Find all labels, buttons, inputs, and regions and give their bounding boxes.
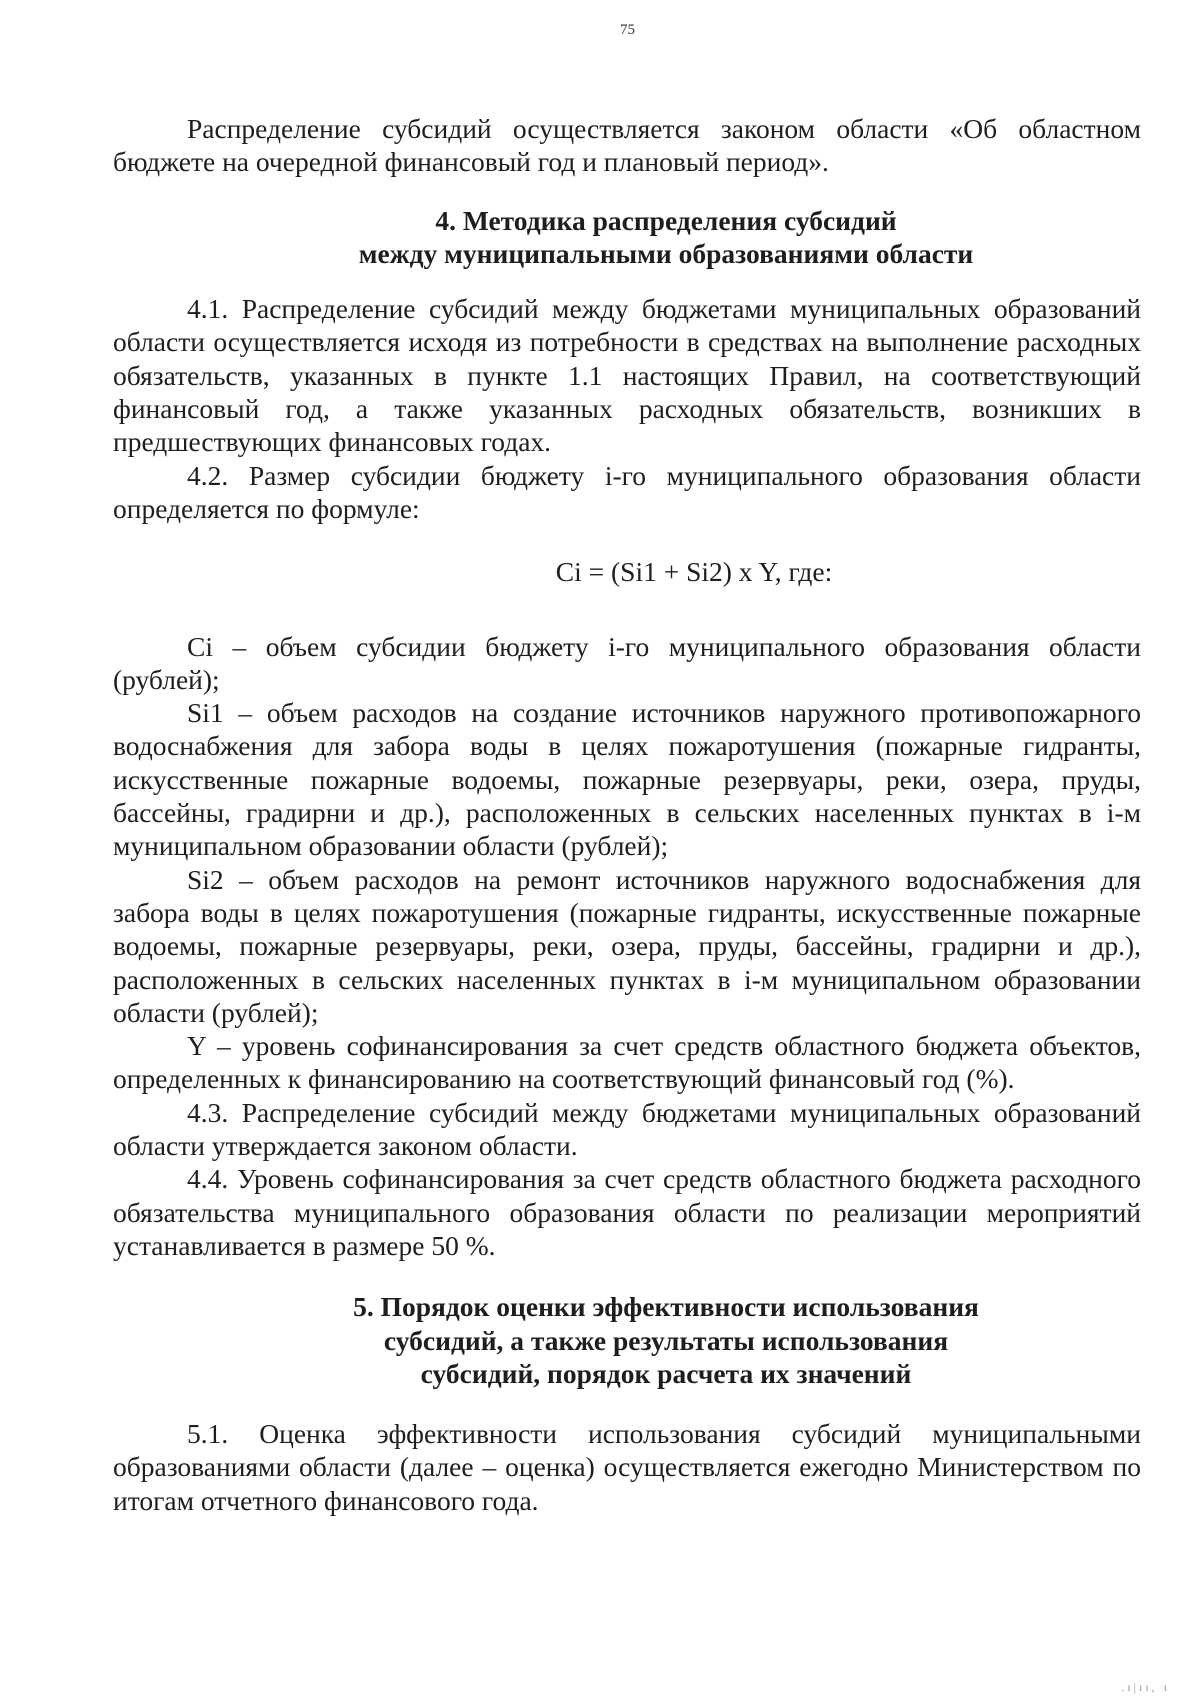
intro-paragraph: Распределение субсидий осуществляется законом области «Об областном бюджете на очередной финансовый год и плановый период». [113, 113, 1141, 178]
paragraph-4-4: 4.4. Уровень софинансирования за счет средств областного бюджета расходного обязательства муниципального образования области по реализации мероприятий устанавливается в размере 50 %. [113, 1163, 1141, 1261]
definition-si2: Si2 – объем расходов на ремонт источников наружного водоснабжения для забора воды в целях пожаротушения (пожарные гидранты, искусственные пожарные водоемы, пожарные резервуары, реки, озера, пруды, бассейны, градирни и др.), расположенных в сельских населенных пунктах в i-м муниципальном образовании области (рублей); [113, 863, 1141, 1028]
section-5-heading [113, 1290, 1141, 1390]
definition-si1: Si1 – объем расходов на создание источников наружного противопожарного водоснабжения для забора воды в целях пожаротушения (пожарные гидранты, искусственные пожарные водоемы, пожарные резервуары, реки, озера, пруды, бассейны, градирни и др.), расположенных в сельских населенных пунктах в i-м муниципальном образовании области (рублей); [113, 697, 1141, 862]
section-4-heading-line-2: между муниципальными образованиями области [358, 237, 974, 269]
formula: Ci = (Si1 + Si2) x Y, где: [555, 556, 833, 588]
document-body [113, 112, 1141, 1517]
page-number: 75 [620, 22, 635, 38]
section-5-heading-line-3: субсидий, порядок расчета их значений [420, 1357, 912, 1389]
section-4-heading-line-1: 4. Методика распределения субсидий [435, 204, 897, 236]
paragraph-4-3: 4.3. Распределение субсидий между бюджетами муниципальных образований области утверждается законом области. [113, 1096, 1141, 1162]
paragraph-4-1: 4.1. Распределение субсидий между бюджетами муниципальных образований области осуществляется исходя из потребности в средствах на выполнение расходных обязательств, указанных в пункте 1.1 настоящих Правил, на соответствующий финансовый год, а также указанных расходных обязательств, возникших в предшествующих финансовых годах. [113, 293, 1141, 458]
section-5-heading-line-1: 5. Порядок оценки эффективности использования [353, 1291, 979, 1323]
scan-artifact: .ı|ıı, ı [1121, 1680, 1170, 1694]
section-4-heading [113, 204, 1141, 271]
section-5-heading-line-2: субсидий, а также результаты использования [383, 1324, 949, 1356]
paragraph-5-1: 5.1. Оценка эффективности использования субсидий муниципальными образованиями области (далее – оценка) осуществляется ежегодно Министерством по итогам отчетного финансового года. [113, 1418, 1141, 1516]
paragraph-4-2: 4.2. Размер субсидии бюджету i-го муниципального образования области определяется по формуле: [113, 459, 1141, 524]
definition-y: Y – уровень софинансирования за счет средств областного бюджета объектов, определенных к финансированию на соответствующий финансовый год (%). [113, 1030, 1141, 1095]
definition-ci: Ci – объем субсидии бюджету i-го муниципального образования области (рублей); [113, 630, 1141, 695]
